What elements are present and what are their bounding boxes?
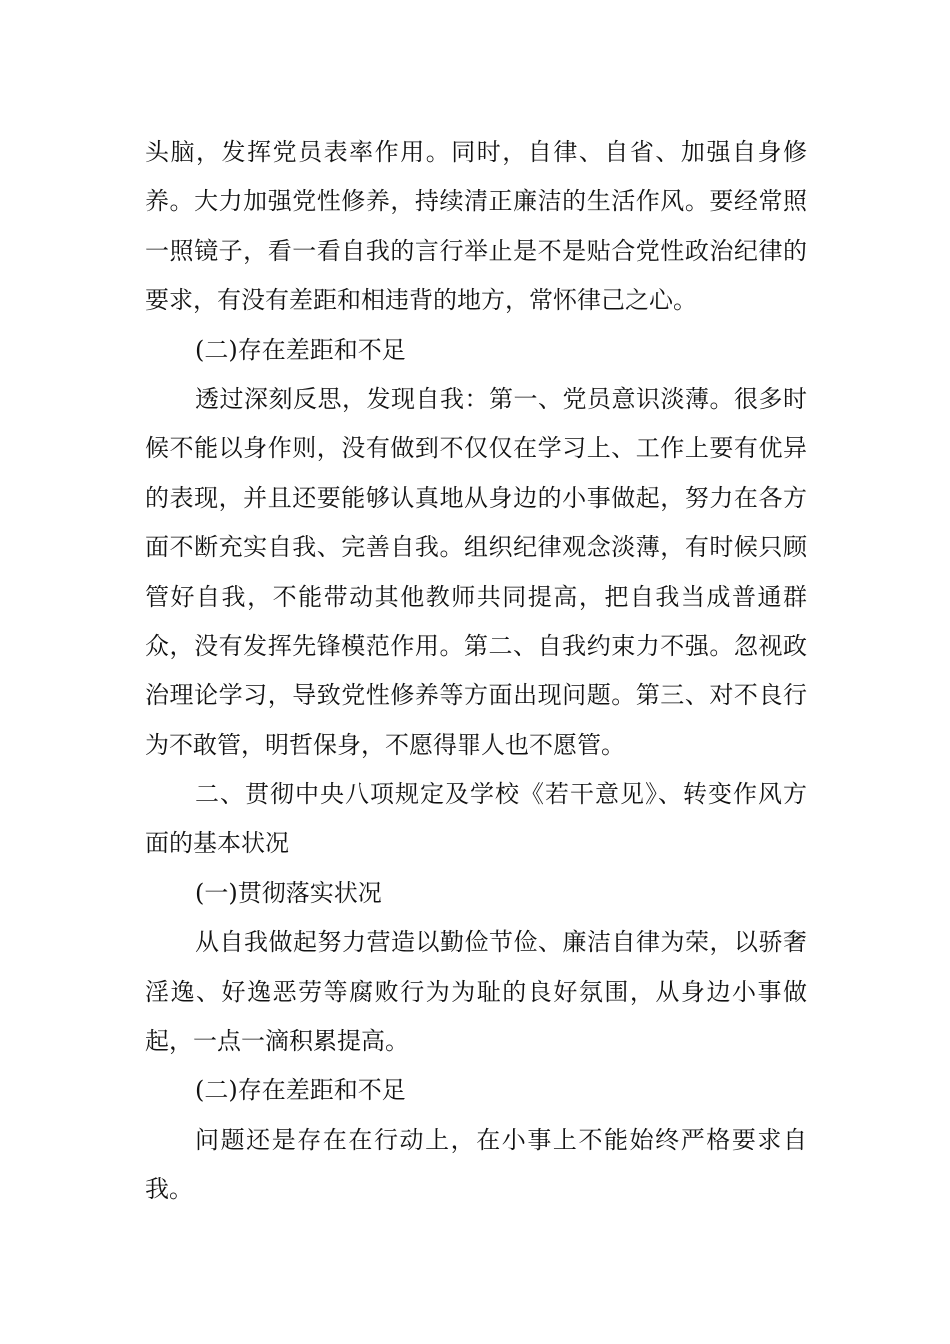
text-line: 众，没有发挥先锋模范作用。第二、自我约束力不强。忽视政 xyxy=(145,631,807,660)
text-line: 二、贯彻中央八项规定及学校《若干意见》、转变作风方 xyxy=(195,780,807,809)
text-line: 治理论学习，导致党性修养等方面出现问题。第三、对不良行 xyxy=(145,681,807,710)
text-line: 一照镜子，看一看自我的言行举止是不是贴合党性政治纪律的 xyxy=(145,236,807,265)
text-line: 问题还是存在在行动上，在小事上不能始终严格要求自 xyxy=(195,1125,807,1154)
text-line: (二)存在差距和不足 xyxy=(195,335,406,364)
text-line: 养。大力加强党性修养，持续清正廉洁的生活作风。要经常照 xyxy=(145,187,807,216)
text-line: 面不断充实自我、完善自我。组织纪律观念淡薄，有时候只顾 xyxy=(145,533,807,562)
text-line: 我。 xyxy=(145,1175,193,1204)
text-line: 透过深刻反思，发现自我：第一、党员意识淡薄。很多时 xyxy=(195,384,807,413)
text-line: (二)存在差距和不足 xyxy=(195,1076,406,1105)
text-line: 的表现，并且还要能够认真地从身边的小事做起，努力在各方 xyxy=(145,483,807,512)
text-line: 从自我做起努力营造以勤俭节俭、廉洁自律为荣，以骄奢 xyxy=(195,928,807,957)
text-line: (一)贯彻落实状况 xyxy=(195,878,382,907)
document-body xyxy=(145,128,807,1215)
text-line: 要求，有没有差距和相违背的地方，常怀律己之心。 xyxy=(145,286,697,315)
text-line: 起，一点一滴积累提高。 xyxy=(145,1027,409,1056)
text-line: 面的基本状况 xyxy=(145,829,289,858)
text-line: 淫逸、好逸恶劳等腐败行为为耻的良好氛围，从身边小事做 xyxy=(145,977,807,1006)
text-line: 管好自我，不能带动其他教师共同提高，把自我当成普通群 xyxy=(145,582,807,611)
text-line: 头脑，发挥党员表率作用。同时，自律、自省、加强自身修 xyxy=(145,138,807,166)
text-line: 候不能以身作则，没有做到不仅仅在学习上、工作上要有优异 xyxy=(145,434,807,463)
text-line: 为不敢管，明哲保身，不愿得罪人也不愿管。 xyxy=(145,730,625,759)
